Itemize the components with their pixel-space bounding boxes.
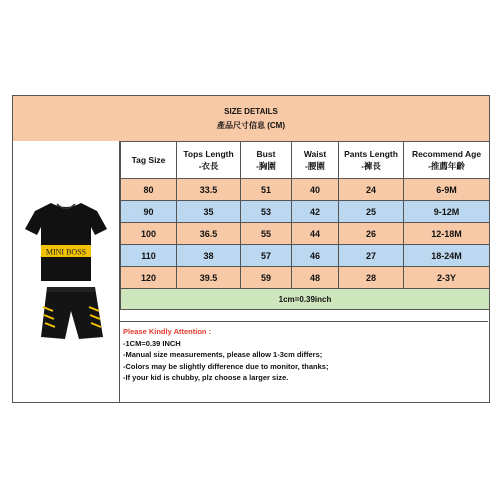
- tshirt-image: [25, 203, 107, 281]
- header-pants-length: Pants Length -褲長: [339, 142, 404, 179]
- cell-waist: 44: [292, 223, 339, 245]
- cell-tops: 35: [177, 201, 241, 223]
- cell-age: 9-12M: [404, 201, 490, 223]
- cell-bust: 53: [241, 201, 292, 223]
- attention-notes: [120, 321, 488, 401]
- cell-tag: 110: [121, 245, 177, 267]
- table-row: [121, 267, 490, 289]
- cell-tops: 33.5: [177, 179, 241, 201]
- cell-pants: 25: [339, 201, 404, 223]
- table-row: [121, 245, 490, 267]
- cell-pants: 24: [339, 179, 404, 201]
- header-row: [121, 142, 490, 179]
- notes-heading: Please Kindly Attention :: [123, 327, 212, 336]
- cell-pants: 28: [339, 267, 404, 289]
- header-tops-length: Tops Length -衣長: [177, 142, 241, 179]
- header-bust: Bust -胸圍: [241, 142, 292, 179]
- cell-tag: 100: [121, 223, 177, 245]
- table-row: [121, 179, 490, 201]
- outfit-image: [13, 141, 119, 402]
- title-band: [13, 96, 489, 142]
- cell-tag: 120: [121, 267, 177, 289]
- cell-waist: 40: [292, 179, 339, 201]
- cell-age: 6-9M: [404, 179, 490, 201]
- cell-age: 12-18M: [404, 223, 490, 245]
- table-row: [121, 223, 490, 245]
- note-line: -Manual size measurements, please allow 1-3cm differs;: [123, 350, 323, 359]
- chart-subtitle: 產品尺寸信息 (CM): [217, 121, 285, 130]
- size-table: [120, 141, 490, 310]
- table-row: [121, 201, 490, 223]
- cell-tops: 38: [177, 245, 241, 267]
- cell-waist: 42: [292, 201, 339, 223]
- cell-tops: 39.5: [177, 267, 241, 289]
- cell-pants: 26: [339, 223, 404, 245]
- cell-tops: 36.5: [177, 223, 241, 245]
- header-recommend-age: Recommend Age -推薦年齡: [404, 142, 490, 179]
- cell-bust: 59: [241, 267, 292, 289]
- shirt-print: MINI BOSS: [45, 247, 87, 257]
- cell-waist: 48: [292, 267, 339, 289]
- cell-age: 2-3Y: [404, 267, 490, 289]
- header-waist: Waist -腰圍: [292, 142, 339, 179]
- note-line: -1CM=0.39 INCH: [123, 338, 181, 348]
- note-line: -Colors may be slightly difference due to monitor, thanks;: [123, 361, 329, 371]
- chart-title: SIZE DETAILS: [224, 107, 278, 116]
- conversion-row: [121, 289, 490, 310]
- product-photo: [13, 141, 120, 402]
- header-tag-size: Tag Size: [121, 142, 177, 179]
- cell-age: 18-24M: [404, 245, 490, 267]
- shorts-image: [41, 287, 103, 339]
- cell-bust: 57: [241, 245, 292, 267]
- cell-tag: 80: [121, 179, 177, 201]
- cell-tag: 90: [121, 201, 177, 223]
- size-chart: [12, 95, 490, 403]
- note-line: -If your kid is chubby, plz choose a larger size.: [123, 373, 289, 382]
- conversion-note: 1cm=0.39inch: [121, 289, 490, 310]
- cell-bust: 51: [241, 179, 292, 201]
- cell-pants: 27: [339, 245, 404, 267]
- cell-waist: 46: [292, 245, 339, 267]
- cell-bust: 55: [241, 223, 292, 245]
